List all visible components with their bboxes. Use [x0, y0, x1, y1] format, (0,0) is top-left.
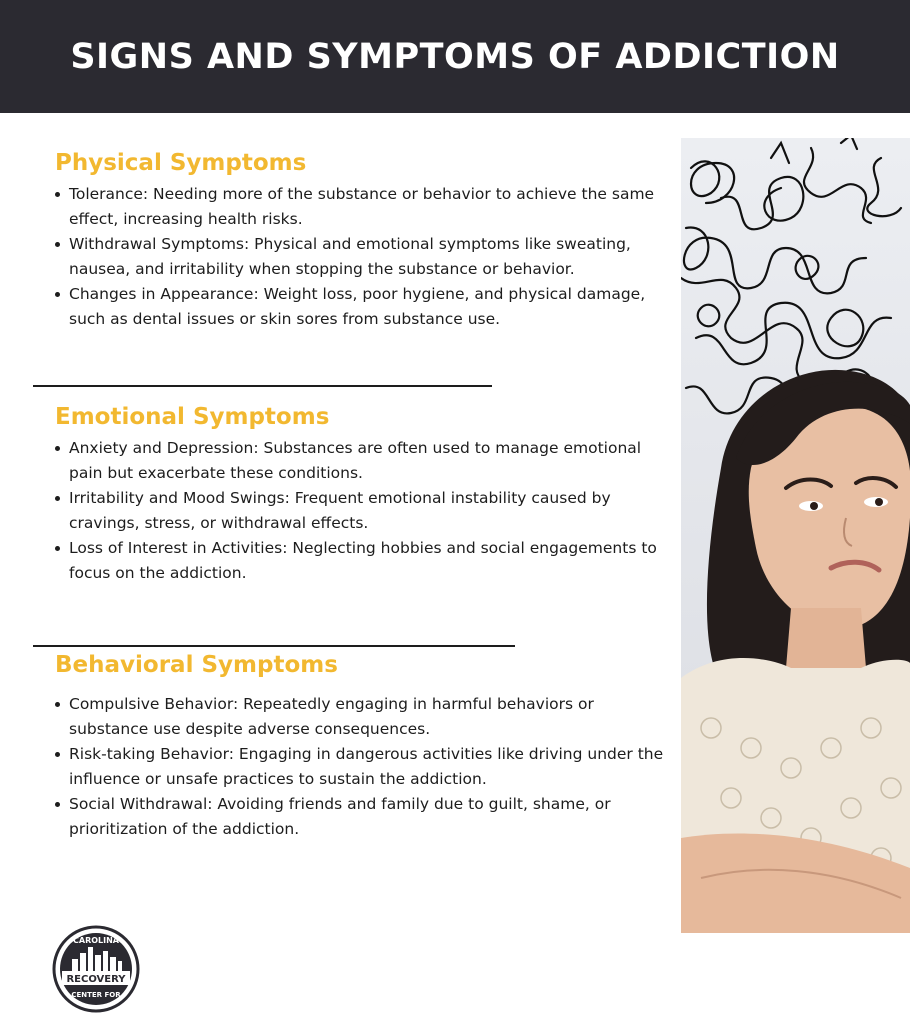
list-item: Tolerance: Needing more of the substance or behavior to achieve the same effect, increasing health risks. [55, 182, 665, 232]
title-banner [0, 0, 910, 113]
logo-top-text: CAROLINA [73, 936, 119, 945]
logo-middle-text: RECOVERY [66, 974, 126, 985]
list-item: Risk-taking Behavior: Engaging in dangerous activities like driving under the influence or unsafe practices to sustain the addiction. [55, 742, 665, 792]
list-item: Social Withdrawal: Avoiding friends and family due to guilt, shame, or prioritization of the addiction. [55, 792, 665, 842]
divider [33, 385, 492, 387]
logo-bottom-text: CENTER FOR [71, 991, 121, 999]
physical-list [55, 182, 665, 332]
carolina-recovery-logo [52, 925, 140, 1013]
divider [33, 645, 515, 647]
section-behavioral [55, 652, 665, 842]
section-heading-behavioral: Behavioral Symptoms [55, 652, 338, 678]
section-heading-physical: Physical Symptoms [55, 150, 307, 176]
list-item: Loss of Interest in Activities: Neglecting hobbies and social engagements to focus on the addiction. [55, 536, 665, 586]
list-item: Anxiety and Depression: Substances are often used to manage emotional pain but exacerbate these conditions. [55, 436, 665, 486]
section-physical [55, 150, 665, 332]
woman-photo [681, 138, 910, 933]
behavioral-list [55, 692, 665, 842]
list-item: Irritability and Mood Swings: Frequent emotional instability caused by cravings, stress, or withdrawal effects. [55, 486, 665, 536]
section-heading-emotional: Emotional Symptoms [55, 404, 330, 430]
list-item: Compulsive Behavior: Repeatedly engaging in harmful behaviors or substance use despite adverse consequences. [55, 692, 665, 742]
woman-photo-illustration [681, 138, 910, 933]
section-emotional [55, 404, 665, 586]
page-title: SIGNS AND SYMPTOMS OF ADDICTION [70, 36, 840, 77]
list-item: Changes in Appearance: Weight loss, poor hygiene, and physical damage, such as dental issues or skin sores from substance use. [55, 282, 665, 332]
list-item: Withdrawal Symptoms: Physical and emotional symptoms like sweating, nausea, and irritability when stopping the substance or behavior. [55, 232, 665, 282]
emotional-list [55, 436, 665, 586]
